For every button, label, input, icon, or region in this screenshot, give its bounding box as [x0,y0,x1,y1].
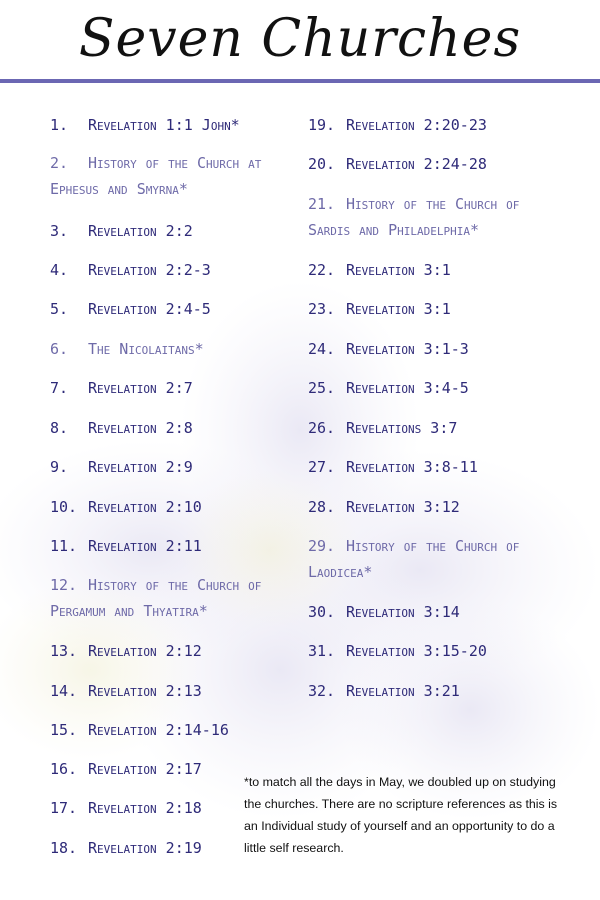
list-item: 19. Revelation 2:20-23 [308,116,487,134]
list-item: 1. Revelation 1:1 John* [50,116,240,134]
list-item: 26. Revelations 3:7 [308,419,458,437]
list-item: 7. Revelation 2:7 [50,379,193,397]
list-item: 3. Revelation 2:2 [50,222,193,240]
list-item: 17. Revelation 2:18 [50,799,202,817]
footnote: *to match all the days in May, we doubled up on studying the churches. There are no scripture references as this is an Individual study of yourself and an opportunity to do a little self research. [244,775,558,855]
list-item: 27. Revelation 3:8-11 [308,458,478,476]
list-item: 16. Revelation 2:17 [50,760,202,778]
list-item: 9. Revelation 2:9 [50,458,193,476]
list-item: 14. Revelation 2:13 [50,682,202,700]
list-item: 25. Revelation 3:4-5 [308,379,469,397]
list-item: 21. History of the Church of Sardis and Philadelphia* [308,195,520,239]
list-item: 5. Revelation 2:4-5 [50,300,211,318]
list-item: 22. Revelation 3:1 [308,261,451,279]
page-title: Seven Churches [78,9,522,69]
list-item: 20. Revelation 2:24-28 [308,155,487,173]
title-divider [0,79,600,83]
list-item: 15. Revelation 2:14-16 [50,721,229,739]
list-item: 10. Revelation 2:10 [50,498,202,516]
list-item: 29. History of the Church of Laodicea* [308,537,520,581]
list-item: 12. History of the Church of Pergamum and Thyatira* [50,576,262,620]
list-item: 11. Revelation 2:11 [50,537,202,555]
list-item: 24. Revelation 3:1-3 [308,340,469,358]
list-item: 18. Revelation 2:19 [50,839,202,857]
list-item: 30. Revelation 3:14 [308,603,460,621]
list-item: 13. Revelation 2:12 [50,642,202,660]
list-item: 4. Revelation 2:2-3 [50,261,211,279]
list-item: 23. Revelation 3:1 [308,300,451,318]
list-item: 6. The Nicolaitans* [50,340,204,358]
list-item: 28. Revelation 3:12 [308,498,460,516]
list-item: 31. Revelation 3:15-20 [308,642,487,660]
list-item: 8. Revelation 2:8 [50,419,193,437]
list-item: 2. History of the Church at Ephesus and Smyrna* [50,154,262,198]
list-item: 32. Revelation 3:21 [308,682,460,700]
